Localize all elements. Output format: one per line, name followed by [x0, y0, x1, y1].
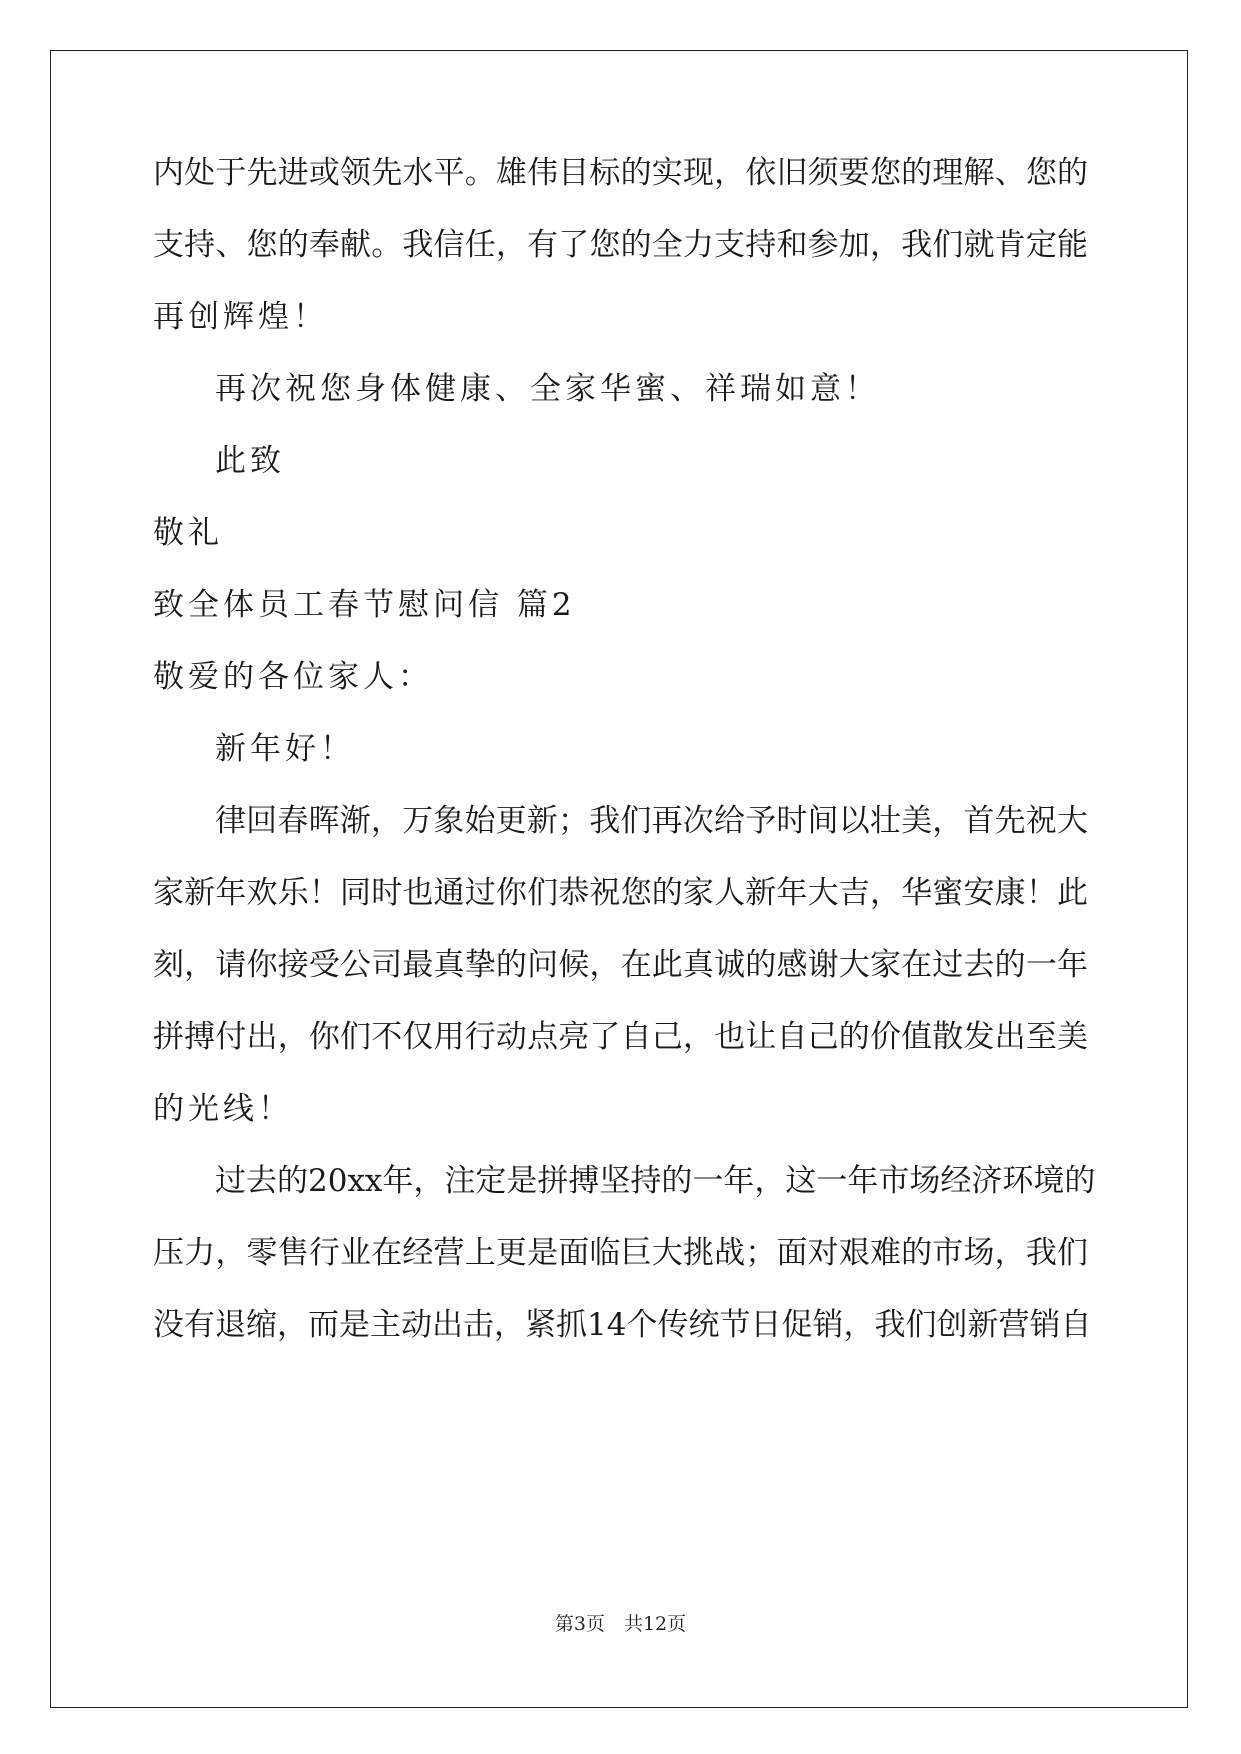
paragraph-line: 新年好！	[215, 731, 355, 767]
paragraph-line: 支持、您的奉献。我信任，有了您的全力支持和参加，我们就肯定能	[153, 227, 1088, 263]
paragraph-line: 没有退缩，而是主动出击，紧抓14个传统节日促销，我们创新营销自	[153, 1307, 1092, 1343]
greeting: 敬爱的各位家人：	[153, 659, 433, 695]
section-heading: 致全体员工春节慰问信 篇2	[153, 587, 576, 623]
paragraph-line: 刻，请你接受公司最真挚的问候，在此真诚的感谢大家在过去的一年	[153, 947, 1088, 983]
paragraph-line: 律回春晖渐，万象始更新；我们再次给予时间以壮美，首先祝大	[215, 803, 1088, 839]
paragraph-line: 过去的20xx年，注定是拼搏坚持的一年，这一年市场经济环境的	[215, 1163, 1096, 1199]
paragraph-line: 再创辉煌！	[153, 299, 328, 335]
paragraph-line: 家新年欢乐！同时也通过你们恭祝您的家人新年大吉，华蜜安康！此	[153, 875, 1088, 911]
paragraph-line: 的光线！	[153, 1091, 293, 1127]
paragraph-line: 拼搏付出，你们不仅用行动点亮了自己，也让自己的价值散发出至美	[153, 1019, 1088, 1055]
paragraph-line: 再次祝您身体健康、全家华蜜、祥瑞如意！	[215, 371, 880, 407]
page-number-footer: 第3页 共12页	[554, 1613, 687, 1635]
closing-phrase: 此致	[215, 443, 285, 479]
paragraph-line: 压力，零售行业在经营上更是面临巨大挑战；面对艰难的市场，我们	[153, 1235, 1088, 1271]
paragraph-line: 内处于先进或领先水平。雄伟目标的实现，依旧须要您的理解、您的	[153, 155, 1088, 191]
closing-salutation: 敬礼	[153, 515, 223, 551]
